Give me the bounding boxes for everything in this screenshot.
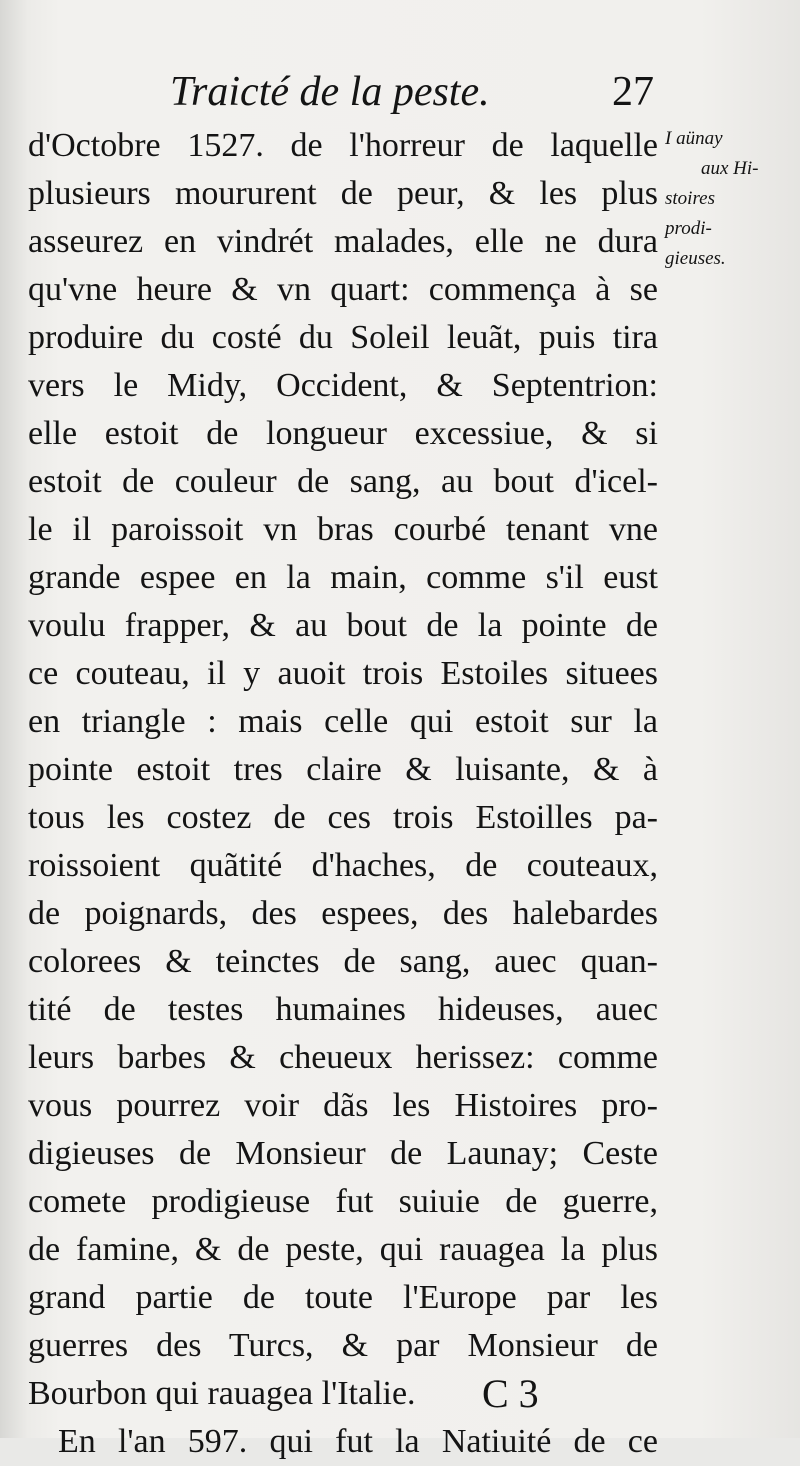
text-line: tous les costez de ces trois Estoilles pa- (28, 799, 658, 836)
text-line: leurs barbes & cheueux herissez: comme (28, 1039, 658, 1076)
text-line: pointe estoit tres claire & luisante, & à (28, 751, 658, 788)
text-line: vers le Midy, Occident, & Septentrion: (28, 367, 658, 404)
text-line: roissoient quãtité d'haches, de couteaux, (28, 847, 658, 884)
text-line: le il paroissoit vn bras courbé tenant vne (28, 511, 658, 548)
page-number: 27 (612, 69, 654, 115)
margin-note-line: gieuses. (665, 248, 726, 269)
margin-note (665, 124, 797, 274)
text-line: de famine, & de peste, qui rauagea la plus (28, 1231, 658, 1268)
text-line: grand partie de toute l'Europe par les (28, 1279, 658, 1316)
text-line: grande espee en la main, comme s'il eust (28, 559, 658, 596)
margin-note-line: I aünay (665, 128, 723, 149)
text-line: digieuses de Monsieur de Launay; Ceste (28, 1135, 658, 1172)
text-line: guerres des Turcs, & par Monsieur de (28, 1327, 658, 1364)
margin-note-line: stoires (665, 188, 715, 209)
text-line: asseurez en vindrét malades, elle ne dura (28, 223, 658, 260)
text-line: de poignards, des espees, des halebardes (28, 895, 658, 932)
text-line: tité de testes humaines hideuses, auec (28, 991, 658, 1028)
text-line: En l'an 597. qui fut la Natiuité de ce (58, 1423, 658, 1460)
margin-note-line: prodi- (665, 218, 712, 239)
text-line: plusieurs moururent de peur, & les plus (28, 175, 658, 212)
text-line: vous pourrez voir dãs les Histoires pro- (28, 1087, 658, 1124)
body-text (28, 122, 658, 1466)
text-line: colorees & teinctes de sang, auec quan- (28, 943, 658, 980)
text-line: d'Octobre 1527. de l'horreur de laquelle (28, 127, 658, 164)
page-header (170, 66, 660, 118)
paragraph-end-line: Bourbon qui rauagea l'Italie. (28, 1375, 416, 1412)
signature-mark: C 3 (482, 1371, 539, 1416)
text-line: voulu frapper, & au bout de la pointe de (28, 607, 658, 644)
text-line: estoit de couleur de sang, au bout d'icel- (28, 463, 658, 500)
running-title: Traicté de la peste. (170, 69, 490, 115)
text-line: ce couteau, il y auoit trois Estoiles situees (28, 655, 658, 692)
text-line: comete prodigieuse fut suiuie de guerre, (28, 1183, 658, 1220)
text-line: elle estoit de longueur excessiue, & si (28, 415, 658, 452)
text-line: qu'vne heure & vn quart: commença à se (28, 271, 658, 308)
text-line: en triangle : mais celle qui estoit sur la (28, 703, 658, 740)
text-line: produire du costé du Soleil leuãt, puis tira (28, 319, 658, 356)
margin-note-line: aux Hi- (701, 158, 759, 179)
